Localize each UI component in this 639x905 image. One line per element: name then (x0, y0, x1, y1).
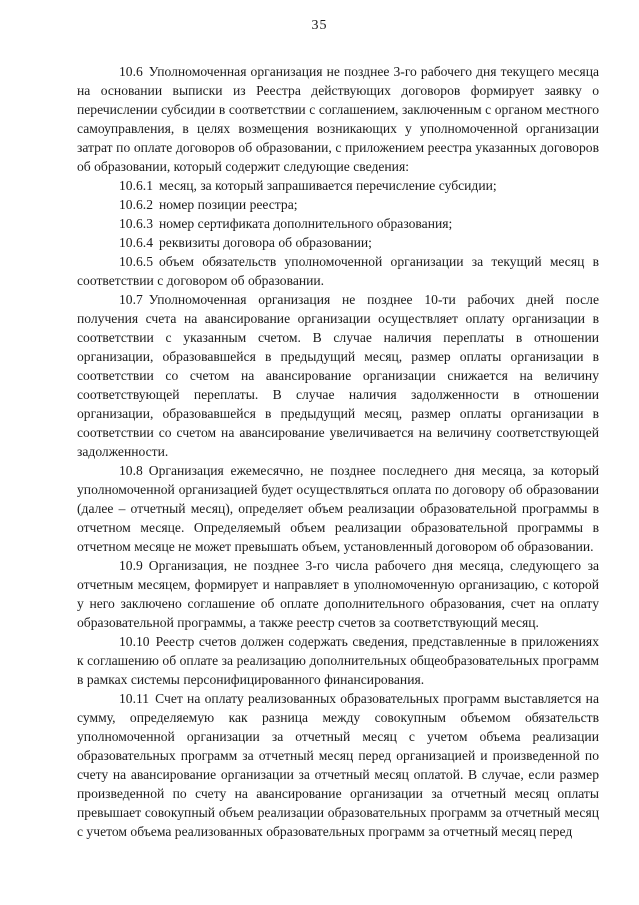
paragraph-text: Реестр счетов должен содержать сведения, представленные в приложениях к соглашению об оплате за реализацию дополнительных общеобразовательных программ в рамках системы персонифицированного финансирования. (77, 634, 599, 687)
paragraph-text: Организация ежемесячно, не позднее последнего дня месяца, за который уполномоченной организацией будет осуществляться оплата по договору об образовании (далее – отчетный месяц), определяет объем реализации образовательной программы в отчетном месяце. Определяемый объем реализации образовательной программы в отчетном месяце не может превышать объем, установленный договором об образовании. (77, 463, 599, 554)
paragraph-10-6 (77, 62, 599, 176)
paragraph-number: 10.10 (119, 634, 150, 649)
paragraph-text: Уполномоченная организация не позднее 10-ти рабочих дней после получения счета на авансирование организации осуществляет оплату организации в соответствии с указанным счетом. В случае наличия переплаты в отношении организации, образовавшейся в предыдущий месяц, размер оплаты организации в соответствии со счетом на авансирование организации снижается на величину соответствующей переплаты. В случае наличия задолженности в отношении организации, образовавшейся в предыдущий месяц, размер оплаты организации в соответствии со счетом на авансирование увеличивается на величину соответствующей задолженности. (77, 292, 599, 459)
paragraph-text: Организация, не позднее 3-го числа рабочего дня месяца, следующего за отчетным месяцем, формирует и направляет в уполномоченную организацию, с которой у него заключено соглашение об оплате дополнительного образования, счет на оплату образовательной программы, а также реестр счетов за соответствующий месяц. (77, 558, 599, 630)
paragraph-10-9 (77, 556, 599, 632)
paragraph-number: 10.6.3 (119, 216, 153, 231)
paragraph-10-10 (77, 632, 599, 689)
page-number: 35 (311, 18, 328, 33)
paragraph-10-6-2 (77, 195, 599, 214)
paragraph-number: 10.6 (119, 64, 143, 79)
paragraph-text: реквизиты договора об образовании; (158, 235, 372, 250)
paragraph-number: 10.6.1 (119, 178, 153, 193)
paragraph-text: номер позиции реестра; (158, 197, 298, 212)
paragraph-10-6-5 (77, 252, 599, 290)
paragraph-number: 10.7 (119, 292, 143, 307)
paragraph-text: номер сертификата дополнительного образования; (158, 216, 453, 231)
document-body (77, 62, 599, 841)
paragraph-10-6-3 (77, 214, 599, 233)
paragraph-text: месяц, за который запрашивается перечисление субсидии; (158, 178, 497, 193)
paragraph-10-7 (77, 290, 599, 461)
paragraph-text: Счет на оплату реализованных образовательных программ выставляется на сумму, определяемую как разница между совокупным объемом обязательств уполномоченной организации за отчетный месяц с учетом объема реализации образовательных программ за отчетный месяц перед организацией и произведенной по счету на авансирование организации за отчетный месяц оплатой. В случае, если размер произведенной по счету на авансирование организации за отчетный месяц оплаты превышает совокупный объем реализации образовательных программ за отчетный месяц с учетом объема реализованных образовательных программ за отчетный месяц перед (77, 691, 599, 839)
paragraph-10-8 (77, 461, 599, 556)
paragraph-number: 10.6.5 (119, 254, 153, 269)
paragraph-number: 10.8 (119, 463, 143, 478)
paragraph-10-6-1 (77, 176, 599, 195)
paragraph-number: 10.11 (119, 691, 150, 706)
paragraph-number: 10.6.4 (119, 235, 153, 250)
paragraph-10-11 (77, 689, 599, 841)
paragraph-text: Уполномоченная организация не позднее 3-го рабочего дня текущего месяца на основании выписки из Реестра действующих договоров формирует заявку о перечислении субсидии в соответствии с соглашением, заключенным с органом местного самоуправления, в целях возмещения возникающих у уполномоченной организации затрат по оплате договоров об образовании, с приложением реестра указанных договоров об образовании, который содержит следующие сведения: (77, 64, 599, 174)
paragraph-number: 10.6.2 (119, 197, 153, 212)
paragraph-text: объем обязательств уполномоченной организации за текущий месяц в соответствии с договором об образовании. (77, 254, 599, 288)
paragraph-10-6-4 (77, 233, 599, 252)
paragraph-number: 10.9 (119, 558, 143, 573)
